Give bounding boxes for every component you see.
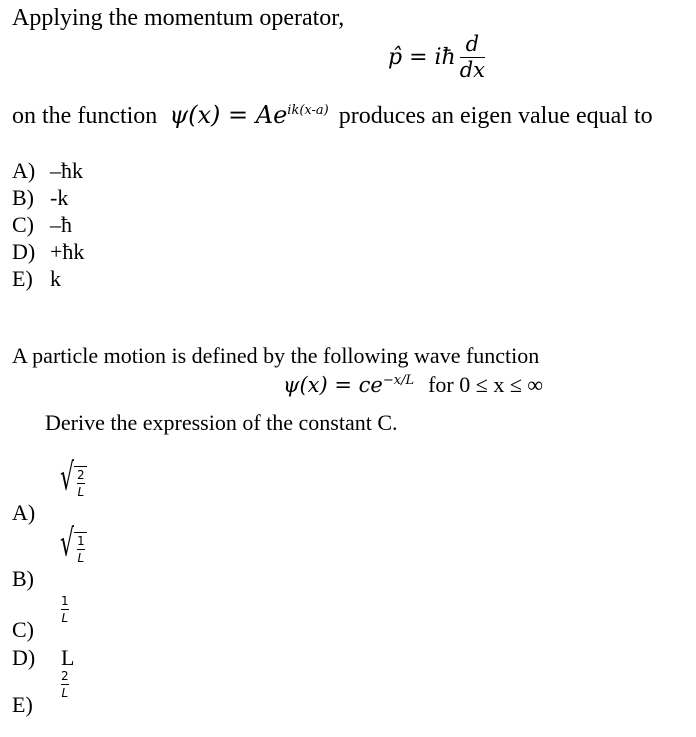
- q1-function: [169, 101, 328, 129]
- option-label: A): [12, 158, 36, 183]
- fraction-bar: [77, 549, 85, 550]
- fraction-num: 2: [77, 468, 85, 482]
- q2-equation: [283, 373, 414, 397]
- operator-lhs: p̂ = iħ: [388, 45, 456, 71]
- sqrt-icon: √: [60, 523, 75, 566]
- sqrt-icon: √: [60, 457, 75, 500]
- option-text: -k: [50, 185, 69, 210]
- option-label: E): [12, 266, 33, 291]
- q2-equation-lhs: ψ(x) = ce: [283, 373, 383, 397]
- option-label: A): [12, 500, 36, 525]
- sqrt-fraction: [74, 532, 87, 564]
- fraction-num: 1: [77, 534, 85, 548]
- q2-equation-exp: −x/L: [382, 373, 415, 388]
- fraction-bar: [61, 684, 69, 685]
- q1-stem: [12, 97, 653, 130]
- q1-stem-pre: on the function: [12, 103, 158, 129]
- q2-domain: for 0 ≤ x ≤ ∞: [428, 372, 544, 397]
- q1-intro: Applying the momentum operator,: [12, 5, 345, 31]
- fraction-num: 1: [61, 594, 69, 608]
- fraction-den: L: [77, 551, 85, 566]
- fraction-den: L: [61, 611, 69, 626]
- q1-option-b[interactable]: [12, 185, 68, 211]
- q1-function-lhs: ψ(x) = Ae: [169, 101, 288, 129]
- q2-wave-function: [283, 372, 543, 398]
- q2-intro: A particle motion is defined by the following wave function: [12, 343, 540, 368]
- q2-option-c[interactable]: [12, 617, 50, 643]
- option-label: D): [12, 239, 36, 264]
- operator-den: dx: [459, 58, 486, 83]
- option-label: B): [12, 185, 34, 210]
- fraction-den: L: [61, 686, 69, 701]
- fraction-2-over-l: [61, 670, 69, 699]
- q2-option-a[interactable]: [12, 500, 50, 526]
- q1-option-d[interactable]: [12, 239, 84, 265]
- q2-task: Derive the expression of the constant C.: [45, 410, 398, 435]
- fraction-1-over-l: [61, 595, 69, 624]
- fraction-num: 2: [61, 669, 69, 683]
- q1-option-e[interactable]: [12, 266, 61, 292]
- option-label: B): [12, 566, 34, 591]
- q1-stem-post: produces an eigen value equal to: [338, 103, 653, 129]
- option-text: L: [61, 645, 75, 670]
- option-text: –ħ: [50, 212, 72, 237]
- q1-function-exp: ik(x-a): [287, 103, 329, 118]
- momentum-operator: [388, 34, 485, 81]
- q2-option-d[interactable]: [12, 645, 74, 671]
- fraction-bar: [77, 483, 85, 484]
- fraction-bar: [61, 609, 69, 610]
- sqrt-1-over-l: [60, 523, 87, 566]
- option-text: k: [50, 266, 61, 291]
- sqrt-fraction: [74, 466, 87, 498]
- operator-derivative: [460, 34, 485, 81]
- q1-option-c[interactable]: [12, 212, 72, 238]
- option-text: +ħk: [50, 239, 85, 264]
- option-label: C): [12, 212, 34, 237]
- q2-option-b[interactable]: [12, 566, 50, 592]
- operator-num: d: [465, 32, 480, 56]
- sqrt-2-over-l: [60, 457, 87, 500]
- option-label: D): [12, 645, 36, 670]
- q1-option-a[interactable]: [12, 158, 83, 184]
- fraction-den: L: [77, 485, 85, 500]
- option-text: –ħk: [50, 158, 83, 183]
- q2-option-e[interactable]: [12, 692, 50, 718]
- option-label: E): [12, 692, 33, 717]
- option-label: C): [12, 617, 34, 642]
